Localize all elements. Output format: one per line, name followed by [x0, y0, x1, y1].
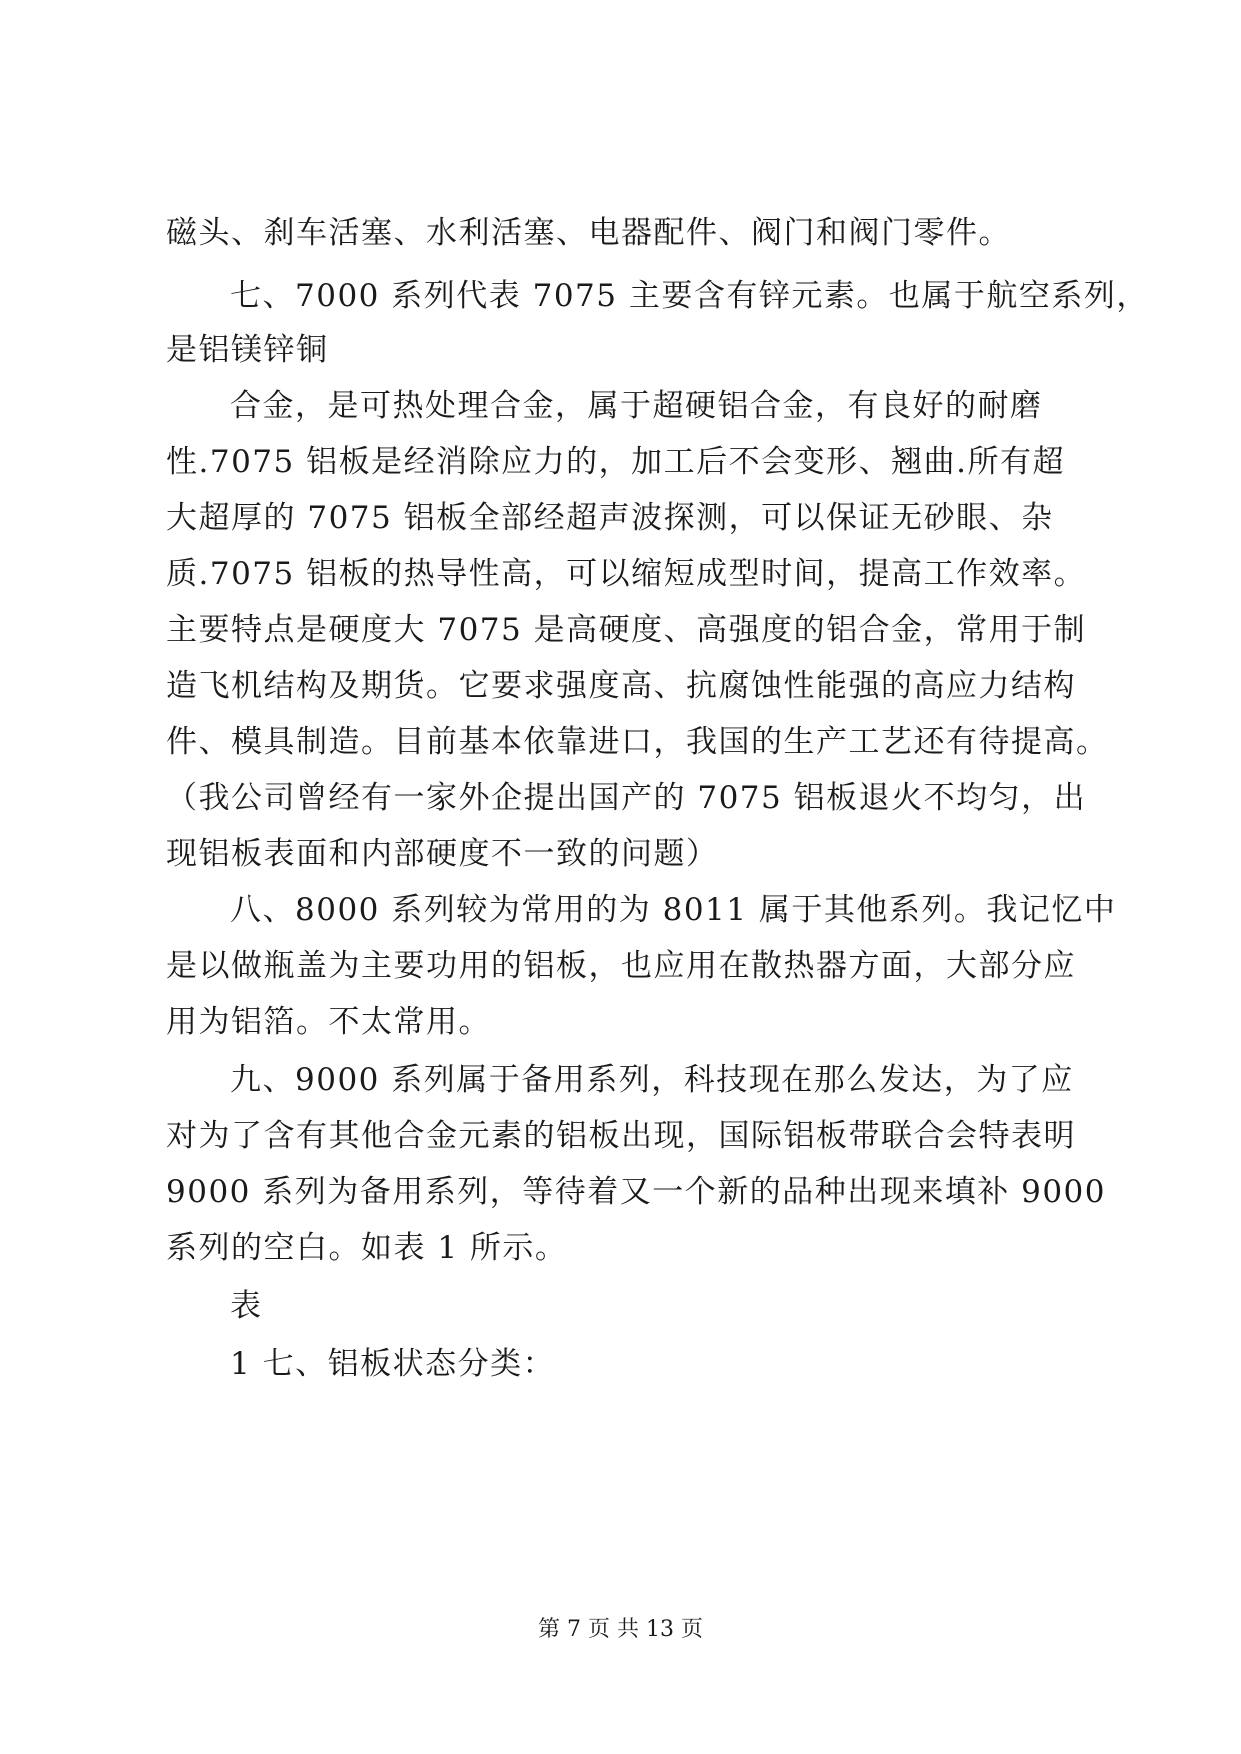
section-status-heading-line: 1 七、铝板状态分类： — [230, 1346, 556, 1382]
text-line-17: 对为了含有其他合金元素的铝板出现，国际铝板带联合会特表明 — [166, 1118, 1076, 1154]
text-line-18: 9000 系列为备用系列，等待着又一个新的品种出现来填补 9000 — [166, 1174, 1106, 1210]
section-7-heading-line: 七、7000 系列代表 7075 主要含有锌元素。也属于航空系列， — [230, 278, 1149, 314]
text-line-8: 主要特点是硬度大 7075 是高硬度、高强度的铝合金，常用于制 — [166, 612, 1087, 648]
text-line-10: 件、模具制造。目前基本依靠进口，我国的生产工艺还有待提高。 — [166, 724, 1109, 760]
text-line-5: 性.7075 铝板是经消除应力的，加工后不会变形、翘曲.所有超 — [166, 444, 1065, 480]
text-line-15: 用为铝箔。不太常用。 — [166, 1004, 491, 1040]
text-line-11: （我公司曾经有一家外企提出国产的 7075 铝板退火不均匀，出 — [166, 780, 1087, 816]
text-line-14: 是以做瓶盖为主要功用的铝板，也应用在散热器方面，大部分应 — [166, 948, 1076, 984]
table-label-line: 表 — [230, 1288, 263, 1324]
text-line-4: 合金，是可热处理合金，属于超硬铝合金，有良好的耐磨 — [230, 388, 1043, 424]
text-line-9: 造飞机结构及期货。它要求强度高、抗腐蚀性能强的高应力结构 — [166, 668, 1076, 704]
page-number-footer: 第 7 页 共 13 页 — [538, 1617, 703, 1642]
text-line-3: 是铝镁锌铜 — [166, 332, 329, 368]
text-line-7: 质.7075 铝板的热导性高，可以缩短成型时间，提高工作效率。 — [166, 556, 1087, 592]
section-9-heading-line: 九、9000 系列属于备用系列，科技现在那么发达，为了应 — [230, 1062, 1074, 1098]
section-8-heading-line: 八、8000 系列较为常用的为 8011 属于其他系列。我记忆中 — [230, 892, 1117, 928]
text-line-1: 磁头、刹车活塞、水利活塞、电器配件、阀门和阀门零件。 — [166, 215, 1011, 251]
text-line-12: 现铝板表面和内部硬度不一致的问题） — [166, 836, 719, 872]
text-line-6: 大超厚的 7075 铝板全部经超声波探测，可以保证无砂眼、杂 — [166, 500, 1054, 536]
text-line-19: 系列的空白。如表 1 所示。 — [166, 1230, 568, 1266]
